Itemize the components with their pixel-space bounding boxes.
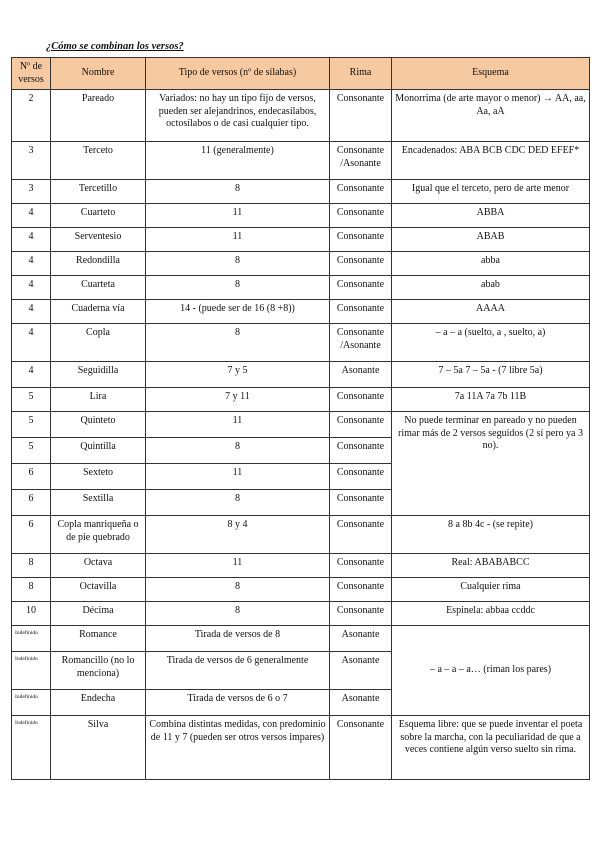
cell-rima: Asonante	[330, 626, 392, 652]
table-row	[12, 554, 590, 578]
cell-esquema: Real: ABABABCC	[392, 554, 590, 578]
cell-n: 4	[12, 276, 51, 300]
cell-nombre: Terceto	[51, 142, 146, 180]
table-row	[12, 204, 590, 228]
cell-esquema-merged: No puede terminar en pareado y no pueden rimar más de 2 versos seguidos (2 sí pero ya 3 no).	[392, 412, 590, 516]
cell-nombre: Tercetillo	[51, 180, 146, 204]
cell-nombre: Copla	[51, 324, 146, 362]
header-tipo: Tipo de versos (nº de sílabas)	[146, 58, 330, 90]
table-row	[12, 626, 590, 652]
cell-rima: Consonante	[330, 602, 392, 626]
cell-tipo: 11	[146, 464, 330, 490]
cell-nombre: Quintilla	[51, 438, 146, 464]
cell-rima: Asonante	[330, 690, 392, 716]
cell-n: 5	[12, 438, 51, 464]
cell-n: 4	[12, 300, 51, 324]
header-rima: Rima	[330, 58, 392, 90]
cell-rima: Consonante	[330, 228, 392, 252]
cell-tipo: Tirada de versos de 6 generalmente	[146, 652, 330, 690]
table-row	[12, 516, 590, 554]
cell-n: 10	[12, 602, 51, 626]
cell-n: 4	[12, 204, 51, 228]
cell-nombre: Octavilla	[51, 578, 146, 602]
cell-esquema: Esquema libre: que se puede inventar el poeta sobre la marcha, con la peculiaridad de que a veces contiene algún verso suelto sin rima.	[392, 716, 590, 780]
table-row	[12, 180, 590, 204]
cell-tipo: Combina distintas medidas, con predominio de 11 y 7 (pueden ser otros versos impares)	[146, 716, 330, 780]
cell-tipo: 8	[146, 276, 330, 300]
cell-rima: Consonante /Asonante	[330, 324, 392, 362]
cell-rima: Consonante	[330, 388, 392, 412]
verse-table	[11, 57, 590, 780]
cell-tipo: 8	[146, 602, 330, 626]
cell-n: 8	[12, 578, 51, 602]
table-row	[12, 362, 590, 388]
cell-esquema: abba	[392, 252, 590, 276]
cell-esquema: Monorrima (de arte mayor o menor) → AA, aa, Aa, aA	[392, 90, 590, 142]
cell-esquema: 8 a 8b 4c - (se repite)	[392, 516, 590, 554]
cell-nombre: Romancillo (no lo menciona)	[51, 652, 146, 690]
cell-tipo: 8	[146, 180, 330, 204]
table-row	[12, 388, 590, 412]
cell-nombre: Cuarteta	[51, 276, 146, 300]
cell-tipo: 11	[146, 204, 330, 228]
cell-esquema: 7 – 5a 7 – 5a - (7 libre 5a)	[392, 362, 590, 388]
cell-nombre: Endecha	[51, 690, 146, 716]
cell-nombre: Serventesio	[51, 228, 146, 252]
cell-rima: Consonante	[330, 204, 392, 228]
cell-nombre: Octava	[51, 554, 146, 578]
cell-esquema: Espinela: abbaa ccddc	[392, 602, 590, 626]
table-row	[12, 90, 590, 142]
cell-esquema: – a – a (suelto, a , suelto, a)	[392, 324, 590, 362]
cell-tipo: 8	[146, 490, 330, 516]
cell-esquema: ABAB	[392, 228, 590, 252]
cell-n: Indefinido	[12, 626, 51, 652]
cell-esquema: AAAA	[392, 300, 590, 324]
cell-n: 4	[12, 324, 51, 362]
cell-tipo: 8	[146, 438, 330, 464]
cell-esquema: Encadenados: ABA BCB CDC DED EFEF*	[392, 142, 590, 180]
table-row	[12, 602, 590, 626]
cell-n: 6	[12, 490, 51, 516]
cell-rima: Consonante	[330, 180, 392, 204]
cell-tipo: 8	[146, 252, 330, 276]
cell-tipo: 11 (generalmente)	[146, 142, 330, 180]
cell-rima: Consonante	[330, 438, 392, 464]
table-row	[12, 300, 590, 324]
cell-n: Indefinido	[12, 690, 51, 716]
cell-nombre: Romance	[51, 626, 146, 652]
cell-n: Indefinido	[12, 716, 51, 780]
cell-tipo: 7 y 11	[146, 388, 330, 412]
cell-tipo: 8 y 4	[146, 516, 330, 554]
cell-esquema: Igual que el terceto, pero de arte menor	[392, 180, 590, 204]
cell-nombre: Cuaderna vía	[51, 300, 146, 324]
table-row	[12, 716, 590, 780]
cell-nombre: Copla manriqueña o de pie quebrado	[51, 516, 146, 554]
table-row	[12, 228, 590, 252]
cell-rima: Asonante	[330, 362, 392, 388]
cell-n: 6	[12, 464, 51, 490]
cell-rima: Consonante	[330, 516, 392, 554]
cell-rima: Consonante	[330, 276, 392, 300]
cell-tipo: 8	[146, 578, 330, 602]
cell-tipo: 11	[146, 412, 330, 438]
cell-tipo: 11	[146, 554, 330, 578]
cell-n: 6	[12, 516, 51, 554]
cell-n: 8	[12, 554, 51, 578]
cell-n: 3	[12, 180, 51, 204]
page-title: ¿Cómo se combinan los versos?	[46, 41, 184, 52]
table-row	[12, 276, 590, 300]
cell-nombre: Silva	[51, 716, 146, 780]
cell-n: 4	[12, 362, 51, 388]
cell-nombre: Lira	[51, 388, 146, 412]
cell-rima: Consonante /Asonante	[330, 142, 392, 180]
cell-rima: Consonante	[330, 554, 392, 578]
cell-n: 4	[12, 228, 51, 252]
table-row	[12, 578, 590, 602]
cell-n: 5	[12, 412, 51, 438]
cell-tipo: 11	[146, 228, 330, 252]
table-row	[12, 142, 590, 180]
cell-tipo: 8	[146, 324, 330, 362]
cell-n: Indefinido	[12, 652, 51, 690]
header-n: Nº de versos	[12, 58, 51, 90]
table-row	[12, 324, 590, 362]
cell-rima: Consonante	[330, 464, 392, 490]
cell-rima: Consonante	[330, 90, 392, 142]
cell-nombre: Redondilla	[51, 252, 146, 276]
cell-rima: Consonante	[330, 412, 392, 438]
cell-n: 3	[12, 142, 51, 180]
header-esquema: Esquema	[392, 58, 590, 90]
cell-esquema: 7a 11A 7a 7b 11B	[392, 388, 590, 412]
cell-nombre: Cuarteto	[51, 204, 146, 228]
cell-rima: Consonante	[330, 578, 392, 602]
cell-nombre: Pareado	[51, 90, 146, 142]
table-row	[12, 412, 590, 438]
table-row	[12, 252, 590, 276]
cell-rima: Consonante	[330, 716, 392, 780]
cell-esquema-merged: – a – a – a… (riman los pares)	[392, 626, 590, 716]
cell-n: 2	[12, 90, 51, 142]
cell-esquema: ABBA	[392, 204, 590, 228]
cell-nombre: Sexteto	[51, 464, 146, 490]
cell-nombre: Quinteto	[51, 412, 146, 438]
cell-nombre: Seguidilla	[51, 362, 146, 388]
cell-tipo: Variados: no hay un tipo fijo de versos, pueden ser alejandrinos, endecasílabos, octosílabos o de casi cualquier tipo.	[146, 90, 330, 142]
cell-rima: Consonante	[330, 490, 392, 516]
cell-esquema: abab	[392, 276, 590, 300]
cell-tipo: Tirada de versos de 8	[146, 626, 330, 652]
cell-tipo: Tirada de versos de 6 o 7	[146, 690, 330, 716]
cell-nombre: Sextilla	[51, 490, 146, 516]
cell-nombre: Décima	[51, 602, 146, 626]
cell-esquema: Cualquier rima	[392, 578, 590, 602]
cell-n: 4	[12, 252, 51, 276]
cell-tipo: 14 - (puede ser de 16 (8 +8))	[146, 300, 330, 324]
cell-rima: Asonante	[330, 652, 392, 690]
cell-rima: Consonante	[330, 252, 392, 276]
cell-n: 5	[12, 388, 51, 412]
cell-tipo: 7 y 5	[146, 362, 330, 388]
header-nombre: Nombre	[51, 58, 146, 90]
cell-rima: Consonante	[330, 300, 392, 324]
